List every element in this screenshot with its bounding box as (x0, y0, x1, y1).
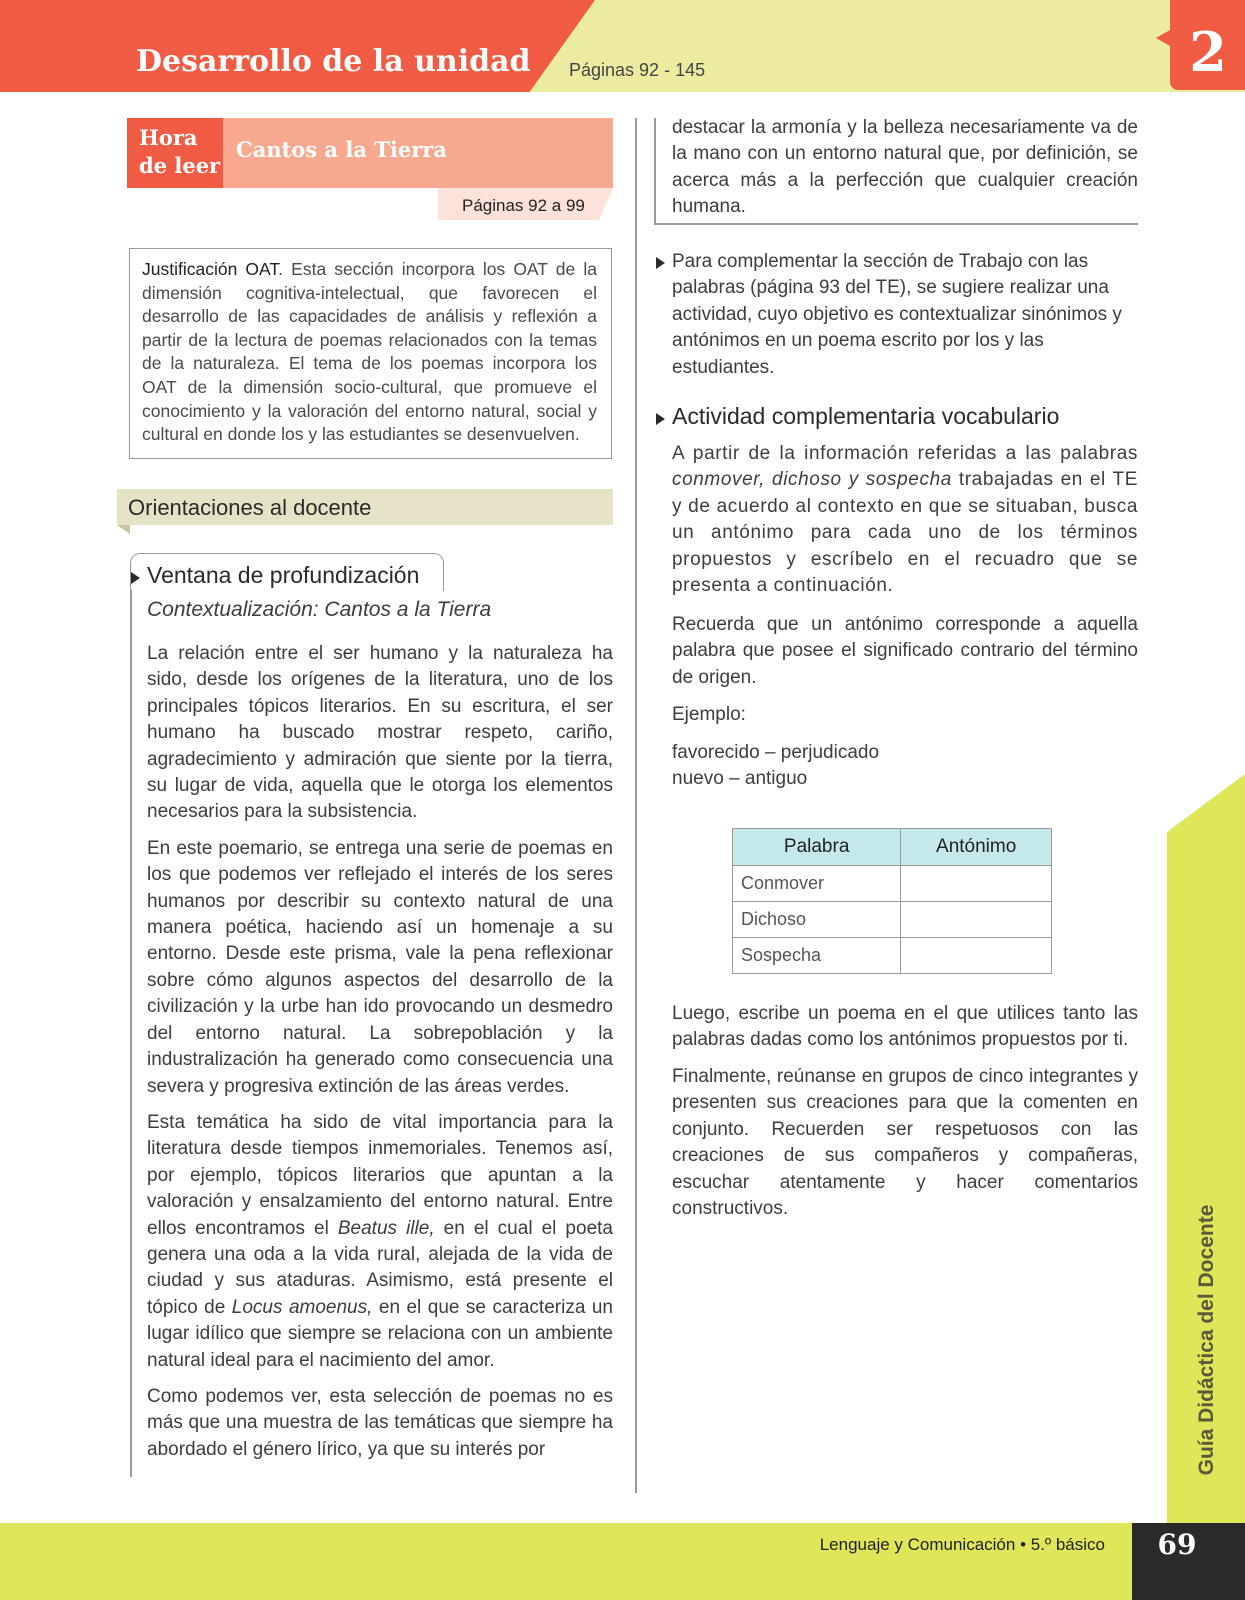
table-cell-answer[interactable] (901, 866, 1052, 902)
hora-pages: Páginas 92 a 99 (462, 196, 585, 215)
justificacion-box (129, 248, 612, 459)
p3-italic-locus: Locus amoenus, (231, 1296, 373, 1318)
table-row (733, 902, 1052, 938)
table-row (733, 938, 1052, 974)
act-p1-a: A partir de la información referidas a las palabras (672, 443, 1138, 464)
table-header-antonimo: Antónimo (901, 829, 1052, 866)
p3-part-c: en el que se caracteriza un lugar idílico que siempre se relaciona con un ambiente natural ideal para el nacimiento del amor. (147, 1296, 613, 1371)
hora-label-line1: Hora (139, 125, 198, 150)
antonimos-table (732, 828, 1052, 974)
actividad-paragraph-1 (672, 441, 1138, 599)
table-cell-answer[interactable] (901, 938, 1052, 974)
orientaciones-heading: Orientaciones al docente (128, 495, 372, 520)
p3-part-b: en el cual el poeta genera una oda a la vida rural, alejada de la vida de ciudad y sus ataduras. Asimismo, está presente el tópico de (147, 1217, 613, 1318)
actividad-paragraph-4: Finalmente, reúnanse en grupos de cinco integrantes y presenten sus creaciones para que la comenten en conjunto. Recuerden ser respetuosos con las creaciones de sus compañeros y compañeras, escuchar atentamente y hacer comentarios constructivos. (672, 1066, 1138, 1220)
p3-italic-beatus: Beatus ille, (337, 1217, 435, 1239)
p3-part-a: Esta temática ha sido de vital importancia para la literatura desde tiempos inmemoriales. Tenemos así, por ejemplo, tópicos literarios que apuntan a la valoración y ensalzamiento del entorno natural. Entre ellos encontramos el (147, 1111, 613, 1239)
ventana-heading: Ventana de profundización (147, 562, 420, 588)
table-cell-answer[interactable] (901, 902, 1052, 938)
header-title: Desarrollo de la unidad (136, 44, 531, 79)
act-p1-b: trabajadas en el TE y de acuerdo al contexto en que se situaban, busca un antónimo para cada uno de los términos propuestos y escríbelo en el recuadro que se presenta a continuación. (672, 469, 1138, 597)
ventana-side-rule (130, 590, 132, 1477)
ejemplo-line-1: favorecido – perjudicado (672, 742, 880, 763)
header-pages: Páginas 92 - 145 (569, 60, 706, 80)
bullet-triangle-icon (131, 572, 140, 584)
ventana-body (147, 641, 613, 1463)
table-row (733, 866, 1052, 902)
table-cell-word: Dichoso (733, 902, 901, 938)
ventana-paragraph-1: La relación entre el ser humano y la naturaleza ha sido, desde los orígenes de la literatura, uno de los principales tópicos literarios. En su escritura, el ser humano ha buscado mostrar respeto, cariño, agradecimiento y admiración que siente por la tierra, su lugar de vida, aquella que le otorga los elementos necesarios para la subsistencia. (147, 643, 613, 823)
hora-label-line2: de leer (139, 153, 221, 178)
complemento-paragraph: Para complementar la sección de Trabajo con las palabras (página 93 del TE), se sugiere realizar una actividad, cuyo objetivo es contextualizar sinónimos y antónimos en un poema escrito por los y las estudiantes. (672, 251, 1122, 378)
table-header-palabra: Palabra (733, 829, 901, 866)
hora-title: Cantos a la Tierra (236, 137, 447, 162)
ventana-subtitle: Contextualización: Cantos a la Tierra (147, 598, 492, 621)
bullet-triangle-icon (656, 413, 665, 425)
ejemplo-label: Ejemplo: (672, 704, 746, 725)
table-cell-word: Conmover (733, 866, 901, 902)
hora-de-leer-label (127, 118, 223, 188)
actividad-heading: Actividad complementaria vocabulario (672, 403, 1060, 429)
justificacion-text: . Esta sección incorpora los OAT de la dimensión cognitiva-intelectual, que favorecen el desarrollo de las capacidades de análisis y reflexión a partir de la lectura de poemas relacionados con la temas de la naturaleza. El tema de los poemas incorpora los OAT de la dimensión socio-cultural, que promueve el conocimiento y la valoración del entorno natural, social y cultural en donde los y las estudiantes se desenvuelven. (142, 259, 598, 445)
act-p1-italic: conmover, dichoso y sospecha (672, 469, 952, 491)
bullet-triangle-icon (656, 257, 665, 269)
continuation-box-rule (654, 118, 656, 224)
sidebar-label: Guía Didáctica del Docente (1195, 1204, 1218, 1476)
table-cell-word: Sospecha (733, 938, 901, 974)
ejemplo-line-2: nuevo – antiguo (672, 768, 808, 789)
page-number: 69 (1157, 1528, 1197, 1561)
continuation-box-bottom-rule (654, 223, 1138, 225)
footer-text: Lenguaje y Comunicación • 5.º básico (819, 1535, 1105, 1554)
actividad-paragraph-3: Luego, escribe un poema en el que utilices tanto las palabras dadas como los antónimos propuestos por ti. (672, 1003, 1138, 1051)
actividad-paragraph-2: Recuerda que un antónimo corresponde a aquella palabra que posee el significado contrario del término de origen. (672, 614, 1138, 688)
column-divider (635, 118, 637, 1493)
justificacion-label: Justificación OAT (142, 259, 279, 279)
ventana-paragraph-3 (147, 1110, 613, 1374)
table-header-row (733, 829, 1052, 866)
ventana-continuation: destacar la armonía y la belleza necesariamente va de la mano con un entorno natural que, por definición, se acerca más a la perfección que cualquier creación humana. (672, 117, 1138, 218)
unit-number: 2 (1189, 20, 1227, 84)
ventana-paragraph-4: Como podemos ver, esta selección de poemas no es más que una muestra de las temáticas que siempre ha abordado el género lírico, ya que su interés por (147, 1385, 613, 1460)
ventana-paragraph-2: En este poemario, se entrega una serie de poemas en los que podemos ver reflejado el interés de los seres humanos por describir su contexto natural de una manera poética, haciendo así un homenaje a su entorno. Desde este prisma, vale la pena reflexionar sobre cómo algunos aspectos del desarrollo de la civilización y la urbe han ido provocando un desmedro del entorno natural. La sobrepoblación y la industralización ha generado como consecuencia una severa y progresiva extinción de las áreas verdes. (147, 837, 613, 1097)
